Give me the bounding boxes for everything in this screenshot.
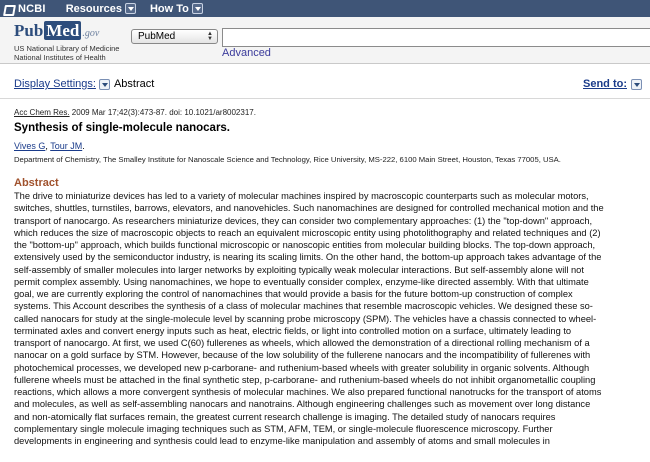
- pubmed-logo-gov: .gov: [82, 28, 100, 39]
- abstract-heading: Abstract: [14, 177, 59, 189]
- advanced-search-link[interactable]: Advanced: [222, 47, 271, 59]
- abstract-line: transport of nanocargo. At first, we used C(60) fullerenes as wheels, which allowed the demonstration of a directional rolling mechanism of a: [14, 338, 590, 348]
- abstract-line: terminated axles and convert energy inputs such as heat, electric fields, or light into controlled motion on a surface, ultimately leading to: [14, 325, 572, 336]
- ncbi-logo[interactable]: [4, 3, 46, 15]
- abstract-line: the "bottom-up" approach, which builds functional microscopic or nanoscopic entities from molecular building blocks. The top-down approach,: [14, 240, 596, 250]
- author-list: Vives G, Tour JM.: [14, 141, 85, 151]
- abstract-text: [14, 190, 642, 447]
- nlm-line-1: US National Library of Medicine: [14, 44, 120, 53]
- pubmed-logo-med: Med: [46, 21, 80, 40]
- abstract-line: photochemical processes, we developed new p-carborane- and ruthenium-based wheels with greater solubility in organic solvents. Although: [14, 362, 590, 373]
- citation-details: 2009 Mar 17;42(3):473-87. doi: 10.1021/ar8002317.: [69, 108, 256, 117]
- abstract-line: called nanocars for study at the single-molecule level by scanning probe microscopy (SPM). The vehicles have a chassis connected to wheel-: [14, 313, 597, 324]
- ncbi-logo-text: NCBI: [18, 2, 46, 15]
- article-title: Synthesis of single-molecule nanocars.: [14, 122, 231, 134]
- abstract-line: complementary single molecule imaging techniques such as STM, AFM, TEM, or single-molecule fluorescence microscopy. Further: [14, 423, 553, 434]
- abstract-line: reactions, which allows a more convergent synthesis of molecular machines. We also prepared functional nanotrucks for the transport of atoms: [14, 387, 602, 397]
- abstract-line: developments in engineering and synthesis could lead to enzyme-like manipulation and assembly of atoms and small molecules in: [14, 436, 550, 446]
- ncbi-logo-icon: [4, 3, 15, 14]
- nlm-line-2: National Institutes of Health: [14, 53, 106, 62]
- send-to: [583, 78, 642, 90]
- pubmed-header: [0, 17, 650, 64]
- abstract-line: fullerene wheels must be attached in the final synthetic step, p-carborane- and ruthenium-based wheels do not inhibit organometallic coupling: [14, 374, 596, 385]
- affiliation: Department of Chemistry, The Smalley Institute for Nanoscale Science and Technology, Rice University, MS-222, 6100 Main Street, Houston, Texas 77005, USA.: [14, 155, 561, 164]
- abstract-line: nanocar on a gold surface by STM. However, because of the low solubility of the fullerene nanocars and the incompatibility of fullerenes with: [14, 350, 591, 361]
- send-to-link[interactable]: Send to:: [583, 78, 627, 90]
- abstract-line: extensively used by the semiconductor industry, is nearing its scaling limits. On the other hand, the bottom-up approach takes advantage of the: [14, 252, 602, 263]
- ncbi-top-bar: [0, 0, 650, 17]
- menu-resources-label: Resources: [65, 2, 122, 15]
- pubmed-logo[interactable]: [14, 21, 99, 41]
- pubmed-logo-pub: Pub: [14, 21, 44, 40]
- author-link[interactable]: Vives G: [14, 141, 46, 151]
- menu-how-to[interactable]: [150, 3, 203, 15]
- search-input[interactable]: [222, 28, 650, 47]
- chevron-down-icon: [192, 3, 203, 14]
- abstract-line: and molecules, as well as self-assembling nanocars and nanotrains. Although engineering challenges such as movement over long distance: [14, 399, 591, 410]
- database-select[interactable]: [131, 29, 218, 44]
- ncbi-menu: [66, 3, 217, 15]
- abstract-line: self-assembly of smaller molecules into larger networks by exploiting typically weak molecular interactions. But self-assembly alone will not: [14, 264, 584, 275]
- display-settings: [14, 78, 154, 90]
- abstract-line: switches, shuttles, turnstiles, barrows, elevators, and nanovehicles. Such nanomachines are designed for controlled mechanical motion and the: [14, 203, 604, 214]
- abstract-line: transport of nanocargo. As researchers miniaturize devices, they can consider two complementary approaches: (1) the "top-down" approach,: [14, 215, 593, 226]
- chevron-down-icon[interactable]: [631, 79, 642, 90]
- abstract-line: which reduces the size of macroscopic objects to reach an equivalent microscopic entity using photolithography and related techniques and (2): [14, 227, 601, 238]
- menu-how-to-label: How To: [149, 2, 189, 15]
- author-link[interactable]: Tour JM: [50, 141, 83, 151]
- abstract-line: systems. This Account describes the synthesis of a class of molecular machines that resemble macroscopic vehicles. We designed these so-: [14, 301, 593, 312]
- abstract-line: goal, we are currently exploring the control of nanomachines that would provide a basis for the future bottom-up construction of complex: [14, 289, 573, 299]
- database-select-value: PubMed: [138, 31, 176, 42]
- display-settings-link[interactable]: Display Settings:: [14, 78, 96, 90]
- menu-resources[interactable]: [66, 3, 136, 15]
- select-arrows-icon: ▲ ▼: [207, 31, 213, 42]
- abstract-line: and non-atomically flat surfaces remain, the greatest current research challenge is imaging. The detailed study of nanocars requires: [14, 411, 556, 422]
- chevron-down-icon[interactable]: [99, 79, 110, 90]
- abstract-line: The drive to miniaturize devices has led to a variety of molecular machines inspired by macroscopic counterparts such as molecular motors,: [14, 191, 589, 201]
- chevron-down-icon: [125, 3, 136, 14]
- nlm-caption: [14, 44, 119, 62]
- display-settings-value: Abstract: [113, 78, 155, 90]
- display-settings-row: [0, 64, 650, 99]
- citation: [14, 108, 256, 117]
- abstract-line: permit complex assembly. Using nanomachines, we hope to eventually consider complex, enzyme-like directed assembly. With that ultimate: [14, 276, 589, 287]
- journal-link[interactable]: Acc Chem Res.: [14, 108, 70, 117]
